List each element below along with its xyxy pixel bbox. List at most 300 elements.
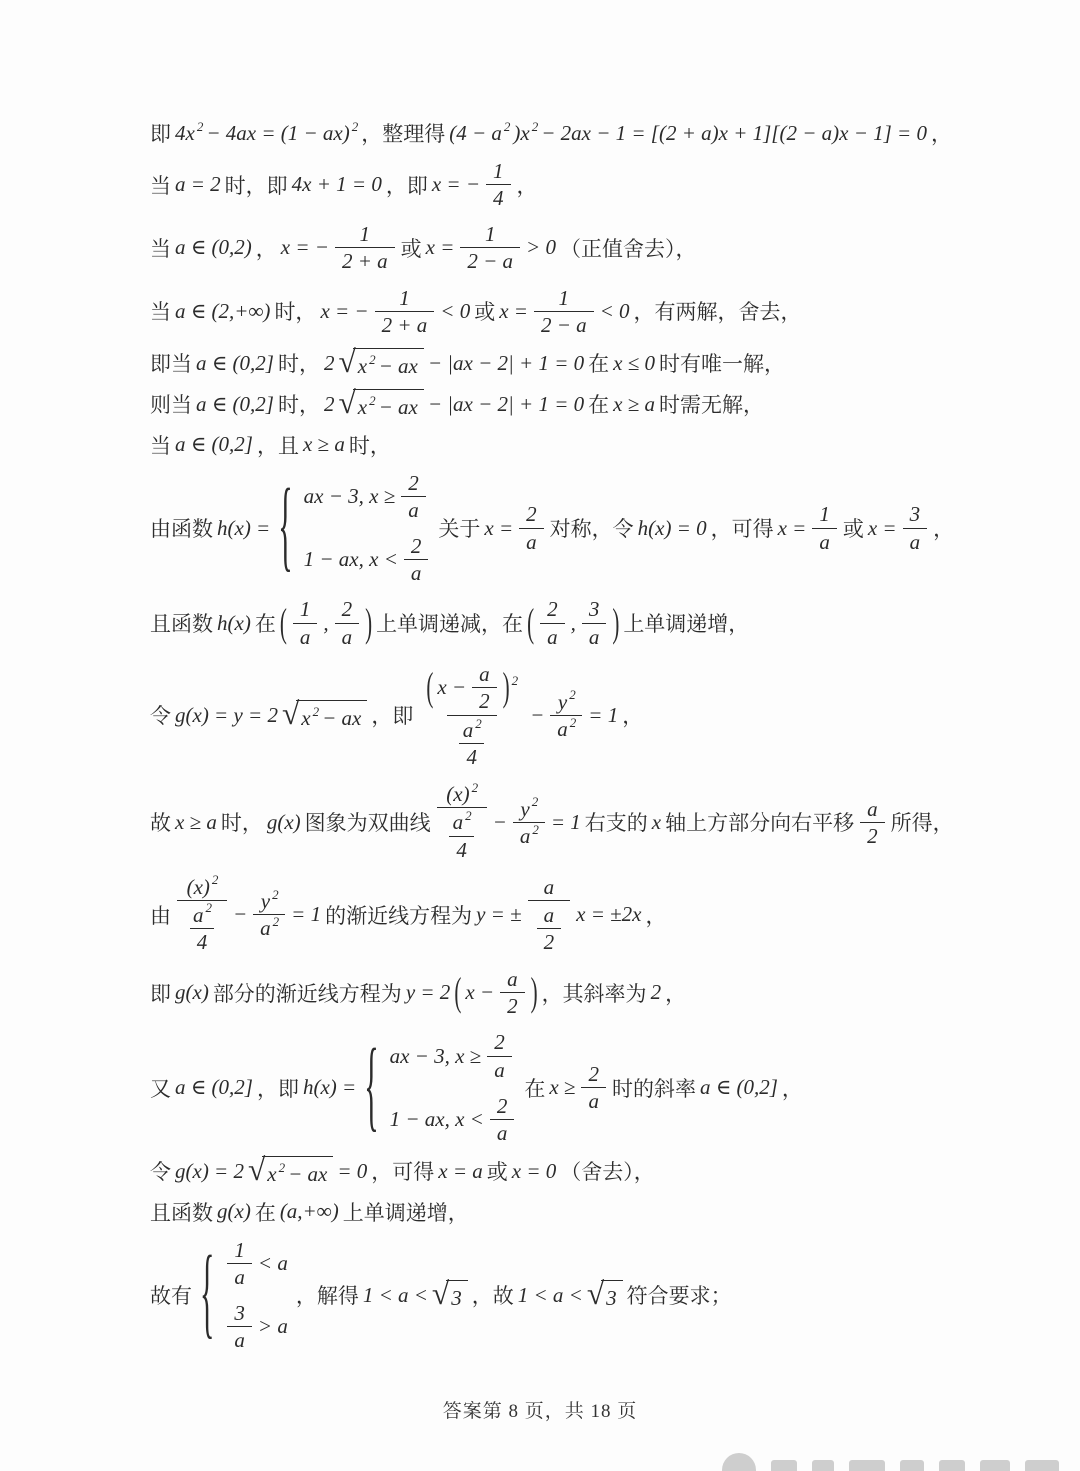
big-paren: ) xyxy=(612,599,620,645)
math-line xyxy=(148,1197,1040,1227)
math-text: 部分的渐近线方程为 xyxy=(212,981,402,1006)
math-text: 故 xyxy=(150,811,171,836)
case-row xyxy=(302,470,433,523)
math-text: 上单调递增， xyxy=(342,1200,469,1225)
denominator xyxy=(860,822,885,849)
cases-rows xyxy=(223,1237,289,1354)
denominator xyxy=(375,311,435,338)
fraction xyxy=(375,285,435,338)
math-text: 时的斜率 xyxy=(611,1076,696,1101)
math-run: x ≥ a xyxy=(302,432,345,457)
fraction xyxy=(513,796,545,849)
math-run: a xyxy=(519,823,531,848)
math-run: 2 xyxy=(526,502,537,527)
math-run: 2 xyxy=(408,470,419,495)
watermark-glyph xyxy=(771,1460,797,1471)
denominator xyxy=(447,715,497,771)
fraction xyxy=(528,874,571,956)
denominator xyxy=(472,687,497,714)
math-run: − xyxy=(492,809,507,834)
math-run: ax − 3, x ≥ xyxy=(389,1043,482,1068)
denominator xyxy=(177,900,227,956)
watermark-logo-icon xyxy=(722,1453,756,1471)
math-line xyxy=(148,1029,1040,1146)
math-text: 或 xyxy=(842,517,864,542)
radical xyxy=(431,1275,468,1311)
fraction xyxy=(401,470,426,523)
math-run: h(x) = 0 xyxy=(637,515,707,540)
superscript: 2 xyxy=(369,392,376,408)
math-run: 2 xyxy=(323,391,335,416)
math-text: 上单调递减，在 xyxy=(376,612,524,637)
math-run: = 1 xyxy=(291,902,322,927)
math-run: 1 xyxy=(359,222,371,247)
numerator xyxy=(500,966,525,992)
denominator xyxy=(459,743,484,770)
fraction xyxy=(812,501,837,554)
math-run: − ax xyxy=(378,353,418,378)
math-run: x − xyxy=(465,980,495,1005)
fraction xyxy=(446,809,478,862)
math-text: 当 xyxy=(150,236,171,261)
superscript: 2 xyxy=(211,872,219,888)
radicand xyxy=(262,1156,333,1187)
watermark xyxy=(722,1453,1070,1471)
math-line xyxy=(148,343,1040,379)
math-line xyxy=(148,285,1040,338)
math-run: a xyxy=(909,529,921,554)
denominator xyxy=(490,1119,515,1146)
case-row xyxy=(223,1237,289,1290)
math-run: a ∈ (2,+∞) xyxy=(175,298,271,323)
watermark-glyph xyxy=(812,1460,834,1471)
math-run: > 0 xyxy=(526,235,556,260)
math-run: x = 0 xyxy=(511,1158,557,1183)
watermark-glyph xyxy=(1025,1460,1059,1471)
math-run: a xyxy=(494,1057,505,1082)
numerator xyxy=(392,285,417,311)
superscript: 2 xyxy=(531,794,539,810)
math-run: = 1 xyxy=(550,809,581,834)
math-run: 2 xyxy=(543,929,555,954)
denominator xyxy=(519,528,544,555)
math-text: 时， xyxy=(220,811,263,836)
math-run: (x) xyxy=(186,874,210,899)
math-run: 2 xyxy=(588,1062,599,1087)
math-run: 2 xyxy=(323,350,335,375)
math-run: 2 xyxy=(507,994,518,1019)
math-run: x = ±2x xyxy=(576,902,642,927)
math-text: 当 xyxy=(150,433,171,458)
denominator xyxy=(812,528,837,555)
math-text: 时有唯一解， xyxy=(659,352,786,377)
math-run: a xyxy=(408,497,419,522)
numerator xyxy=(537,902,562,928)
cases-brace: { xyxy=(364,1029,379,1143)
math-run: g(x) xyxy=(266,809,301,834)
math-text: 或 xyxy=(486,1160,508,1185)
numerator xyxy=(456,717,488,743)
case-row xyxy=(223,1300,289,1353)
math-run: x ≥ a xyxy=(613,391,656,416)
denominator xyxy=(500,992,525,1019)
superscript: 2 xyxy=(511,672,519,688)
numerator xyxy=(490,1093,515,1119)
superscript: 2 xyxy=(278,1159,286,1175)
math-run: x xyxy=(357,353,368,378)
fraction xyxy=(472,661,497,714)
big-paren: ( xyxy=(527,599,535,645)
fraction xyxy=(903,501,928,554)
math-run: , xyxy=(570,610,576,635)
math-run: g(x) xyxy=(217,1199,251,1224)
math-run: 1 xyxy=(819,502,830,527)
math-run: − ax xyxy=(288,1161,328,1186)
numerator xyxy=(227,1237,252,1263)
numerator xyxy=(404,533,429,559)
math-run: (x) xyxy=(446,782,470,807)
math-text: 上单调递增， xyxy=(623,612,750,637)
denominator xyxy=(540,623,565,650)
math-run: a xyxy=(496,1120,508,1145)
fraction xyxy=(227,1237,252,1290)
fraction xyxy=(456,717,488,770)
fraction xyxy=(500,966,525,1019)
denominator xyxy=(404,559,429,586)
math-run: h(x) xyxy=(217,610,251,635)
numerator xyxy=(551,689,582,715)
math-text: 对称，令 xyxy=(549,517,634,542)
math-run: − xyxy=(530,702,545,727)
fraction xyxy=(253,888,285,941)
numerator xyxy=(519,501,544,527)
denominator xyxy=(513,822,545,849)
math-text: （舍去）， xyxy=(560,1160,655,1185)
math-text: ， xyxy=(930,122,952,146)
math-text: 在 xyxy=(254,1200,276,1225)
watermark-glyph xyxy=(939,1460,965,1471)
math-run: y = ± xyxy=(476,902,522,927)
math-run: 3 xyxy=(606,1285,617,1310)
math-run: x xyxy=(357,394,368,419)
denominator xyxy=(227,1326,252,1353)
math-line xyxy=(148,596,1040,649)
denominator xyxy=(401,496,426,523)
math-text: 的渐近线方程为 xyxy=(325,903,473,928)
math-run: 4x xyxy=(175,120,195,145)
math-run: − 4ax = (1 − ax) xyxy=(206,120,350,145)
math-text: ， xyxy=(645,903,667,928)
math-run: g(x) = 2 xyxy=(175,1158,244,1183)
numerator xyxy=(486,158,511,184)
denominator xyxy=(534,311,594,338)
math-run: 1 xyxy=(234,1237,245,1262)
radical-sign-icon: √ xyxy=(338,343,356,379)
radical xyxy=(247,1151,333,1187)
radical-sign-icon: √ xyxy=(431,1275,450,1311)
math-run: a xyxy=(547,624,558,649)
math-line xyxy=(148,1237,1040,1354)
math-text: 令 xyxy=(150,704,171,729)
math-run: < 0 xyxy=(440,298,471,323)
math-run: x = − xyxy=(431,172,481,197)
math-text: 右支的 xyxy=(584,811,648,836)
math-run: x = xyxy=(867,515,897,540)
math-line xyxy=(148,118,1040,148)
case-row xyxy=(302,533,433,586)
superscript: 2 xyxy=(369,351,376,367)
big-paren: ( xyxy=(426,664,434,710)
math-run: 1 < a < xyxy=(517,1282,583,1307)
math-run: 2 xyxy=(650,980,662,1005)
math-text: （正值舍去）， xyxy=(559,236,697,261)
fraction xyxy=(534,285,594,338)
math-line xyxy=(148,781,1040,863)
math-run: x xyxy=(267,1161,277,1186)
math-text: 所得， xyxy=(890,811,954,836)
fraction xyxy=(227,1300,252,1353)
numerator xyxy=(537,874,562,900)
numerator xyxy=(581,1061,606,1087)
superscript: 2 xyxy=(471,779,479,795)
math-text: ，有两解，舍去， xyxy=(633,300,802,325)
math-run: 3 xyxy=(588,597,600,622)
math-run: y xyxy=(557,689,568,714)
math-run: 1 xyxy=(558,285,570,310)
cases xyxy=(362,1029,518,1146)
math-text: 由 xyxy=(150,903,171,928)
math-text: 时需无解， xyxy=(659,393,765,418)
denominator xyxy=(903,528,928,555)
fraction xyxy=(540,596,565,649)
cases-brace: { xyxy=(278,470,293,583)
math-run: x ≥ a xyxy=(175,809,217,834)
big-paren: ( xyxy=(279,599,287,645)
numerator xyxy=(419,660,524,715)
math-text: 即 xyxy=(150,981,171,1006)
math-text: ， xyxy=(933,517,955,542)
radical xyxy=(281,695,367,731)
math-run: 2 xyxy=(496,1093,508,1118)
superscript: 2 xyxy=(475,715,482,731)
math-run: h(x) = xyxy=(217,515,271,540)
radical-sign-icon: √ xyxy=(586,1275,605,1311)
denominator xyxy=(537,928,562,955)
footer-text: 答案第 8 页，共 18 页 xyxy=(442,1401,638,1422)
fraction xyxy=(550,689,582,742)
fraction xyxy=(460,221,520,274)
cases-rows xyxy=(302,470,433,587)
superscript: 2 xyxy=(569,687,576,703)
math-text: 故有 xyxy=(150,1284,192,1309)
math-run: 4 xyxy=(493,186,504,211)
superscript: 2 xyxy=(205,900,212,916)
math-run: 1 xyxy=(399,285,410,310)
math-run: 3 xyxy=(451,1285,462,1310)
denominator xyxy=(449,836,474,863)
numerator xyxy=(439,781,484,807)
math-run: 2 + a xyxy=(381,312,428,337)
math-run: a xyxy=(234,1265,245,1290)
numerator xyxy=(335,596,360,622)
math-run: , xyxy=(323,610,329,635)
math-run: 2 + a xyxy=(341,249,388,274)
denominator xyxy=(227,1263,252,1290)
math-run: g(x) = y = 2 xyxy=(175,702,278,727)
math-run: )x xyxy=(513,120,530,145)
math-text: 在 xyxy=(588,352,610,377)
numerator xyxy=(353,221,378,247)
superscript: 2 xyxy=(531,118,539,134)
fraction xyxy=(519,501,544,554)
math-text: 时， xyxy=(274,300,317,325)
big-paren: ) xyxy=(365,599,373,645)
superscript: 2 xyxy=(272,886,279,902)
math-run: = 1 xyxy=(588,702,619,727)
math-run: a xyxy=(341,624,353,649)
math-text: ，即 xyxy=(371,704,414,729)
numerator xyxy=(180,874,225,900)
math-run: 1 xyxy=(299,597,311,622)
numerator xyxy=(472,661,497,687)
math-run: − ax xyxy=(378,394,418,419)
numerator xyxy=(186,902,218,928)
numerator xyxy=(540,596,565,622)
math-line xyxy=(148,158,1040,211)
math-text: ，整理得 xyxy=(361,122,446,146)
math-run: y xyxy=(520,796,530,821)
denominator xyxy=(528,900,571,956)
math-run: − |ax − 2| + 1 = 0 xyxy=(427,391,585,416)
cases-brace: { xyxy=(200,1237,215,1350)
math-run: x ≥ xyxy=(549,1075,576,1100)
page-footer xyxy=(0,1396,1080,1423)
numerator xyxy=(254,888,285,914)
cases-rows xyxy=(388,1029,519,1146)
denominator xyxy=(335,623,360,650)
math-run: − 2ax − 1 = [(2 + a)x + 1][(2 − a)x − 1] = 0 xyxy=(541,120,927,145)
math-run: 3 xyxy=(909,502,921,527)
math-text: 时，即 xyxy=(224,173,288,198)
math-text: 符合要求； xyxy=(626,1284,732,1309)
math-line xyxy=(148,966,1040,1019)
denominator xyxy=(487,1056,512,1083)
big-paren: ) xyxy=(502,664,510,710)
denominator xyxy=(437,807,487,863)
math-run: x = xyxy=(484,515,514,540)
fraction xyxy=(581,1061,606,1114)
math-run: a xyxy=(557,716,568,741)
numerator xyxy=(478,221,503,247)
math-text: ，解得 xyxy=(295,1284,359,1309)
math-run: g(x) xyxy=(175,980,209,1005)
math-run: 4 xyxy=(196,929,208,954)
math-text: ， xyxy=(516,173,538,198)
math-text: 在 xyxy=(588,393,610,418)
fraction xyxy=(293,596,318,649)
math-text: ，可得 xyxy=(710,517,774,542)
math-run: 4 xyxy=(466,745,477,770)
superscript: 2 xyxy=(196,118,204,134)
math-run: x − xyxy=(437,675,467,700)
fraction xyxy=(487,1029,512,1082)
superscript: 2 xyxy=(465,807,472,823)
numerator xyxy=(812,501,837,527)
big-paren: ( xyxy=(454,968,462,1015)
superscript: 2 xyxy=(532,821,539,837)
math-run: a xyxy=(867,796,878,821)
math-text: ，其斜率为 xyxy=(541,981,647,1006)
math-line xyxy=(148,221,1040,274)
watermark-glyph xyxy=(980,1460,1010,1471)
math-run: 2 xyxy=(410,534,422,559)
case-row xyxy=(388,1093,519,1146)
fraction xyxy=(419,660,524,772)
fraction xyxy=(860,796,885,849)
numerator xyxy=(903,501,928,527)
math-run: x = xyxy=(425,235,455,260)
numerator xyxy=(227,1300,252,1326)
math-text: 又 xyxy=(150,1076,171,1101)
math-run: 2 xyxy=(494,1030,505,1055)
watermark-glyph xyxy=(849,1460,885,1471)
math-run: a xyxy=(526,529,537,554)
math-text: 则当 xyxy=(150,393,192,418)
math-run: a xyxy=(299,624,311,649)
math-text: 图象为双曲线 xyxy=(304,811,431,836)
math-run: a xyxy=(543,874,555,899)
math-run: x xyxy=(651,809,662,834)
math-text: 时， xyxy=(277,393,320,418)
math-text: 且函数 xyxy=(150,612,213,637)
math-run: ax − 3, x ≥ xyxy=(303,483,396,508)
math-run: x xyxy=(301,705,311,730)
math-run: y = 2 xyxy=(405,980,451,1005)
superscript: 2 xyxy=(351,118,359,134)
denominator xyxy=(253,914,285,941)
fraction xyxy=(537,902,562,955)
math-line xyxy=(148,874,1040,956)
math-run: a ∈ (0,2] xyxy=(196,350,274,375)
math-run: 2 − a xyxy=(540,312,587,337)
radical-sign-icon: √ xyxy=(281,695,300,731)
math-text: 在 xyxy=(524,1076,546,1101)
math-line xyxy=(148,384,1040,420)
math-run: x = a xyxy=(438,1158,483,1183)
math-text: 关于 xyxy=(438,517,481,542)
numerator xyxy=(552,285,577,311)
denominator xyxy=(486,184,511,211)
math-run: < a xyxy=(257,1251,288,1276)
math-text: 时， xyxy=(348,433,391,458)
math-run: a ∈ (0,2] xyxy=(175,432,253,457)
math-run: a ∈ (0,2] xyxy=(699,1075,778,1100)
math-line xyxy=(148,660,1040,772)
math-text: 即 xyxy=(150,122,171,146)
math-run: a xyxy=(462,717,474,742)
superscript: 2 xyxy=(312,703,320,719)
math-text: 时， xyxy=(277,352,320,377)
radical-sign-icon: √ xyxy=(247,1151,266,1187)
superscript: 2 xyxy=(569,714,577,730)
math-run: a ∈ (0,2] xyxy=(175,1075,253,1100)
fraction xyxy=(335,221,395,274)
big-paren: ) xyxy=(530,968,538,1015)
math-run: a xyxy=(819,529,830,554)
radicand xyxy=(446,1280,468,1311)
math-run: a xyxy=(193,902,204,927)
radical xyxy=(338,384,423,420)
